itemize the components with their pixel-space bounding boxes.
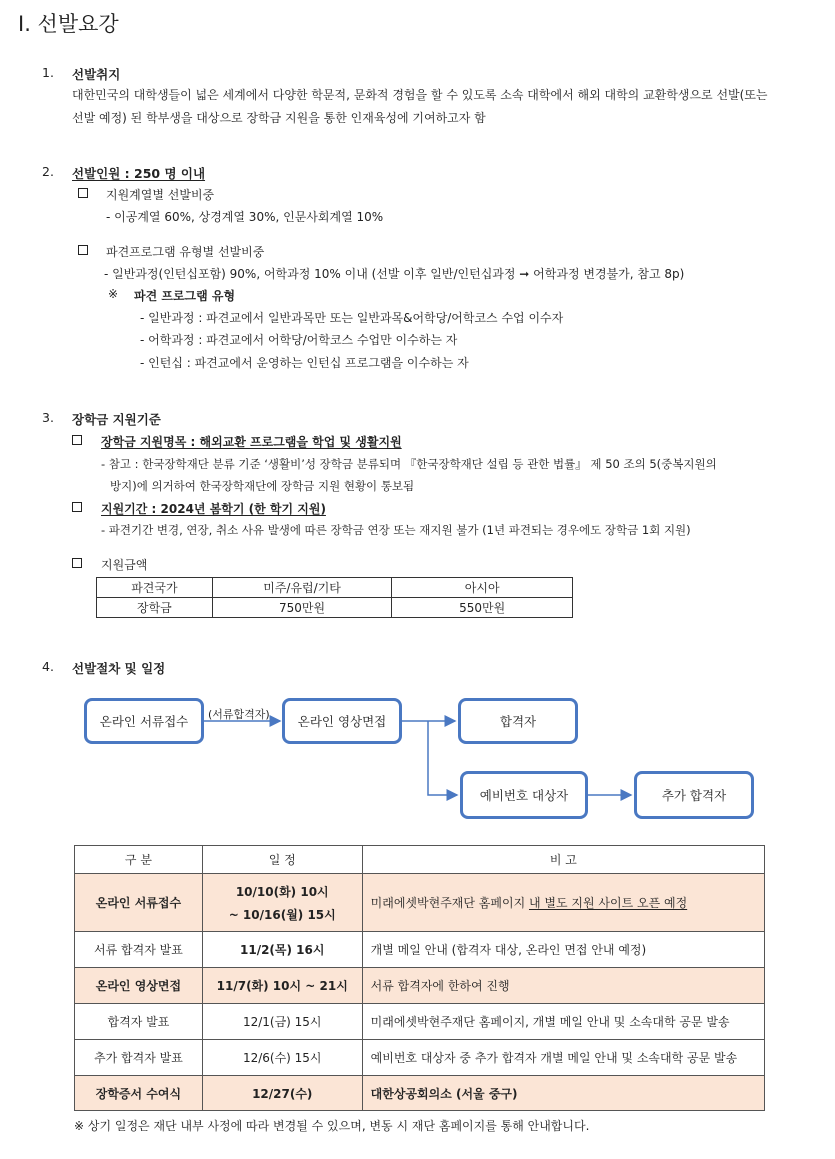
section-3-bullet-1-detail-1: - 참고 : 한국장학재단 분류 기준 ‘생활비’성 장학금 분류되며 『한국장학재단 설립 등 관한 법률』 제 50 조의 5(중복지원의 [101, 457, 717, 471]
flow-step-additional-accepted: 추가 합격자 [634, 771, 754, 819]
schedule-item-date: 11/2(목) 16시 [202, 932, 362, 968]
table-cell: 750만원 [212, 598, 392, 618]
program-type-language: - 어학과정 : 파견교에서 어학당/어학코스 수업만 이수하는 자 [140, 333, 458, 347]
flow-step-waitlist: 예비번호 대상자 [460, 771, 588, 819]
table-header-row [75, 846, 765, 874]
arrow-step2-to-step4 [428, 721, 457, 795]
schedule-item-note: 예비번호 대상자 중 추가 합격자 개별 메일 안내 및 소속대학 공문 발송 [362, 1040, 764, 1076]
section-2-heading: 선발인원 : 250 명 이내 [72, 166, 206, 181]
section-1-text-line1: 대한민국의 대학생들이 넓은 세계에서 다양한 학문적, 문화적 경험을 할 수 있도록 소속 대학에서 해외 대학의 교환학생으로 선발(또는 [72, 88, 768, 102]
section-3-bullet-1-detail-2: 방지)에 의거하여 한국장학재단에 장학금 지원 현황이 통보됨 [110, 479, 415, 493]
section-3-number: 3. [42, 410, 54, 425]
schedule-item-date: 12/1(금) 15시 [202, 1004, 362, 1040]
section-1-heading: 선발취지 [72, 67, 121, 82]
program-type-internship: - 인턴십 : 파견교에서 운영하는 인턴십 프로그램을 이수하는 자 [140, 356, 469, 370]
section-3-bullet-2: 지원기간 : 2024년 봄학기 (한 학기 지원) [101, 502, 326, 516]
table-row [75, 1076, 765, 1111]
schedule-item-note: 개별 메일 안내 (합격자 대상, 온라인 면접 안내 예정) [362, 932, 764, 968]
table-row [75, 1004, 765, 1040]
schedule-item-name: 장학증서 수여식 [75, 1076, 203, 1111]
table-header-cell: 파견국가 [97, 578, 213, 598]
schedule-item-note [362, 874, 764, 932]
program-type-title: 파견 프로그램 유형 [134, 289, 236, 303]
schedule-date-start: 10/10(화) 10시 [235, 884, 329, 899]
table-header-cell: 일 정 [202, 846, 362, 874]
schedule-item-name: 서류 합격자 발표 [75, 932, 203, 968]
section-2-number: 2. [42, 164, 54, 179]
section-3-bullet-1: 장학금 지원명목 : 해외교환 프로그램을 학업 및 생활지원 [101, 435, 402, 449]
section-3-bullet-3: 지원금액 [101, 558, 148, 572]
section-2-bullet-2: 파견프로그램 유형별 선발비중 [106, 245, 265, 259]
section-2-bullet-2-detail: - 일반과정(인턴십포함) 90%, 어학과정 10% 이내 (선발 이후 일반/인턴십과정 ➞ 어학과정 변경불가, 참고 8p) [104, 267, 685, 281]
table-header-cell: 비 고 [362, 846, 764, 874]
flow-arrow-label: (서류합격자) [208, 708, 270, 721]
schedule-note-text: 미래에셋박현주재단 홈페이지 [370, 896, 529, 910]
schedule-item-date: 11/7(화) 10시 ~ 21시 [202, 968, 362, 1004]
schedule-date-end: ~ 10/16(월) 15시 [228, 907, 336, 922]
table-header-cell: 미주/유럽/기타 [212, 578, 392, 598]
flow-step-document-submission: 온라인 서류접수 [84, 698, 204, 744]
table-cell: 장학금 [97, 598, 213, 618]
schedule-footnote: ※ 상기 일정은 재단 내부 사정에 따라 변경될 수 있으며, 변동 시 재단 홈페이지를 통해 안내합니다. [74, 1119, 590, 1133]
schedule-table [74, 845, 765, 1111]
schedule-item-note: 미래에셋박현주재단 홈페이지, 개별 메일 안내 및 소속대학 공문 발송 [362, 1004, 764, 1040]
section-1-text-line2: 선발 예정) 된 학부생을 대상으로 장학금 지원을 통한 인재육성에 기여하고자 함 [72, 111, 486, 125]
table-row [75, 1040, 765, 1076]
schedule-item-name: 추가 합격자 발표 [75, 1040, 203, 1076]
table-header-cell: 구 분 [75, 846, 203, 874]
schedule-item-name: 온라인 영상면접 [75, 968, 203, 1004]
section-2-bullet-1: 지원계열별 선발비중 [106, 188, 215, 202]
schedule-item-note: 대한상공회의소 (서울 중구) [362, 1076, 764, 1111]
schedule-item-note: 서류 합격자에 한하여 진행 [362, 968, 764, 1004]
note-mark: ※ [108, 287, 119, 301]
section-4-number: 4. [42, 659, 54, 674]
table-row [75, 968, 765, 1004]
table-row [75, 932, 765, 968]
schedule-item-name: 합격자 발표 [75, 1004, 203, 1040]
page-title: Ⅰ. 선발요강 [18, 12, 119, 36]
schedule-item-date: 12/27(수) [202, 1076, 362, 1111]
section-3-bullet-2-detail: - 파견기간 변경, 연장, 취소 사유 발생에 따른 장학금 연장 또는 재지원 불가 (1년 파견되는 경우에도 장학금 1회 지원) [101, 523, 691, 537]
section-3-heading: 장학금 지원기준 [72, 412, 161, 427]
section-2-bullet-1-detail: - 이공계열 60%, 상경계열 30%, 인문사회계열 10% [106, 210, 384, 224]
schedule-item-date: 12/6(수) 15시 [202, 1040, 362, 1076]
table-header-cell: 아시아 [392, 578, 573, 598]
section-1-number: 1. [42, 65, 54, 80]
program-type-general: - 일반과정 : 파견교에서 일반과목만 또는 일반과목&어학당/어학코스 수업 이수자 [140, 311, 564, 325]
table-cell: 550만원 [392, 598, 573, 618]
table-row [75, 874, 765, 932]
schedule-note-underlined: 내 별도 지원 사이트 오픈 예정 [528, 896, 688, 910]
schedule-item-date [202, 874, 362, 932]
section-4-heading: 선발절차 및 일정 [72, 661, 166, 676]
flow-step-accepted: 합격자 [458, 698, 578, 744]
schedule-item-name: 온라인 서류접수 [75, 874, 203, 932]
flow-step-video-interview: 온라인 영상면접 [282, 698, 402, 744]
